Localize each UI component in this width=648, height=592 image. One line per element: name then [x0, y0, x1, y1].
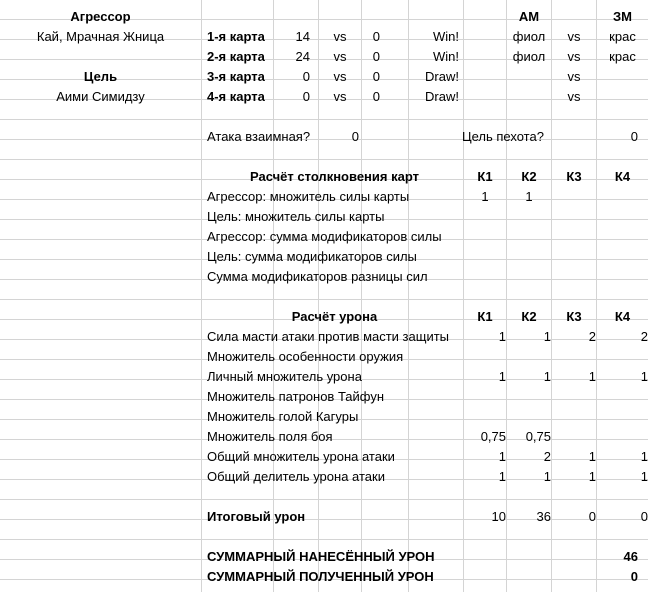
damage-value-k3[interactable]: 1: [588, 449, 596, 464]
total-damage-label[interactable]: Итоговый урон: [207, 509, 306, 524]
total-received-label[interactable]: СУММАРНЫЙ ПОЛУЧЕННЫЙ УРОН: [207, 569, 434, 584]
sheet-row: [0, 47, 648, 67]
sheet-row: [0, 407, 648, 427]
target-label[interactable]: Цель: [83, 69, 118, 84]
damage-row-label[interactable]: Сила масти атаки против масти защиты: [207, 329, 450, 344]
sheet-row: [0, 547, 648, 567]
sheet-row: [0, 367, 648, 387]
total-damage-k1[interactable]: 10: [491, 509, 506, 524]
clash-value-k1[interactable]: 1: [481, 189, 489, 204]
sheet-row: [0, 7, 648, 27]
damage-value-k3[interactable]: 2: [588, 329, 596, 344]
card-vs[interactable]: vs: [333, 49, 347, 64]
card-suit-vs[interactable]: vs: [567, 69, 581, 84]
card-result[interactable]: Win!: [433, 29, 459, 44]
clash-row-label[interactable]: Агрессор: множитель силы карты: [207, 189, 410, 204]
sheet-row: [0, 67, 648, 87]
card-target-value[interactable]: 0: [372, 29, 380, 44]
card-am-suit[interactable]: фиол: [512, 29, 546, 44]
damage-value-k1[interactable]: 1: [498, 469, 506, 484]
damage-header-k2[interactable]: К2: [521, 309, 537, 324]
damage-value-k1[interactable]: 1: [498, 369, 506, 384]
am-header[interactable]: АМ: [518, 9, 540, 24]
zm-header[interactable]: ЗМ: [613, 9, 632, 24]
total-damage-k3[interactable]: 0: [588, 509, 596, 524]
aggressor-name[interactable]: Кай, Мрачная Жница: [36, 29, 165, 44]
damage-value-k4[interactable]: 1: [640, 449, 648, 464]
clash-row-label[interactable]: Цель: множитель силы карты: [207, 209, 385, 224]
card-vs[interactable]: vs: [333, 29, 347, 44]
card-suit-vs[interactable]: vs: [567, 29, 581, 44]
damage-value-k1[interactable]: 1: [498, 329, 506, 344]
total-damage-k4[interactable]: 0: [640, 509, 648, 524]
sheet-row: [0, 447, 648, 467]
damage-title[interactable]: Расчёт урона: [291, 309, 378, 324]
damage-row-label[interactable]: Множитель патронов Тайфун: [207, 389, 385, 404]
clash-header-k3[interactable]: К3: [566, 169, 582, 184]
card-suit-vs[interactable]: vs: [567, 89, 581, 104]
card-zm-suit[interactable]: крас: [609, 49, 636, 64]
damage-value-k2[interactable]: 1: [543, 469, 551, 484]
damage-value-k3[interactable]: 1: [588, 469, 596, 484]
infantry-value[interactable]: 0: [630, 129, 638, 144]
damage-value-k4[interactable]: 1: [640, 469, 648, 484]
sheet-row: [0, 167, 648, 187]
clash-row-label[interactable]: Сумма модификаторов разницы сил: [207, 269, 428, 284]
card-am-suit[interactable]: [507, 87, 551, 107]
mutual-attack-label[interactable]: Атака взаимная?: [207, 129, 311, 144]
card-target-value[interactable]: 0: [372, 89, 380, 104]
sheet-row: [0, 327, 648, 347]
sheet-row: [0, 267, 648, 287]
sheet-row: [0, 127, 648, 147]
damage-row-label[interactable]: Множитель поля боя: [207, 429, 333, 444]
card-result[interactable]: Draw!: [425, 69, 459, 84]
clash-header-k1[interactable]: К1: [477, 169, 493, 184]
target-name[interactable]: Аими Симидзу: [56, 89, 145, 104]
card-label[interactable]: 2-я карта: [207, 49, 265, 64]
damage-row-label[interactable]: Множитель особенности оружия: [207, 349, 404, 364]
card-aggressor-value[interactable]: 14: [295, 29, 310, 44]
clash-value-k4[interactable]: [597, 187, 648, 207]
infantry-label[interactable]: Цель пехота?: [462, 129, 544, 144]
damage-header-k3[interactable]: К3: [566, 309, 582, 324]
damage-value-k4[interactable]: 1: [640, 369, 648, 384]
card-am-suit[interactable]: [507, 67, 551, 87]
damage-row-label[interactable]: Личный множитель урона: [207, 369, 362, 384]
damage-row-label[interactable]: Общий множитель урона атаки: [207, 449, 395, 464]
sheet-row: [0, 187, 648, 207]
clash-title[interactable]: Расчёт столкновения карт: [250, 169, 419, 184]
damage-value-k1[interactable]: 1: [498, 449, 506, 464]
card-zm-suit[interactable]: крас: [609, 29, 636, 44]
damage-value-k3[interactable]: 1: [588, 369, 596, 384]
sheet-row: [0, 387, 648, 407]
sheet-row: [0, 247, 648, 267]
damage-value-k1[interactable]: 0,75: [480, 429, 506, 444]
card-suit-vs[interactable]: vs: [567, 49, 581, 64]
card-target-value[interactable]: 0: [372, 49, 380, 64]
damage-value-k2[interactable]: 1: [543, 329, 551, 344]
total-received-value[interactable]: 0: [630, 569, 638, 584]
aggressor-label[interactable]: Агрессор: [70, 9, 131, 24]
sheet-row: [0, 347, 648, 367]
clash-header-k2[interactable]: К2: [521, 169, 537, 184]
clash-header-k4[interactable]: К4: [614, 169, 631, 184]
clash-value-k3[interactable]: [552, 187, 596, 207]
sheet-row: [0, 227, 648, 247]
sheet-row: [0, 507, 648, 527]
sheet-row: [0, 87, 648, 107]
mutual-attack-value[interactable]: 0: [351, 129, 359, 144]
card-label[interactable]: 3-я карта: [207, 69, 265, 84]
card-result[interactable]: Draw!: [425, 89, 459, 104]
damage-value-k2[interactable]: 0,75: [525, 429, 551, 444]
clash-row-label[interactable]: Агрессор: сумма модификаторов силы: [207, 229, 442, 244]
total-dealt-value[interactable]: 46: [623, 549, 638, 564]
sheet-row: [0, 207, 648, 227]
sheet-row: [0, 567, 648, 587]
sheet-row: [0, 467, 648, 487]
damage-header-k1[interactable]: К1: [477, 309, 493, 324]
clash-value-k2[interactable]: 1: [525, 189, 533, 204]
card-label[interactable]: 4-я карта: [207, 89, 265, 104]
damage-row-label[interactable]: Множитель голой Кагуры: [207, 409, 359, 424]
sheet-row: [0, 427, 648, 447]
clash-row-label[interactable]: Цель: сумма модификаторов силы: [207, 249, 417, 264]
card-vs[interactable]: vs: [333, 89, 347, 104]
card-target-value[interactable]: 0: [372, 69, 380, 84]
damage-row-label[interactable]: Общий делитель урона атаки: [207, 469, 385, 484]
total-dealt-label[interactable]: СУММАРНЫЙ НАНЕСЁННЫЙ УРОН: [207, 549, 435, 564]
damage-header-k4[interactable]: К4: [614, 309, 631, 324]
card-vs[interactable]: vs: [333, 69, 347, 84]
damage-value-k2[interactable]: 2: [543, 449, 551, 464]
card-am-suit[interactable]: фиол: [512, 49, 546, 64]
card-label[interactable]: 1-я карта: [207, 29, 265, 44]
card-zm-suit[interactable]: [597, 67, 648, 87]
damage-value-k2[interactable]: 1: [543, 369, 551, 384]
card-zm-suit[interactable]: [597, 87, 648, 107]
card-aggressor-value[interactable]: 24: [295, 49, 310, 64]
total-damage-k2[interactable]: 36: [536, 509, 551, 524]
card-aggressor-value[interactable]: 0: [302, 89, 310, 104]
card-result[interactable]: Win!: [433, 49, 459, 64]
sheet-row: [0, 307, 648, 327]
damage-value-k4[interactable]: 2: [640, 329, 648, 344]
card-aggressor-value[interactable]: 0: [302, 69, 310, 84]
sheet-row: [0, 27, 648, 47]
